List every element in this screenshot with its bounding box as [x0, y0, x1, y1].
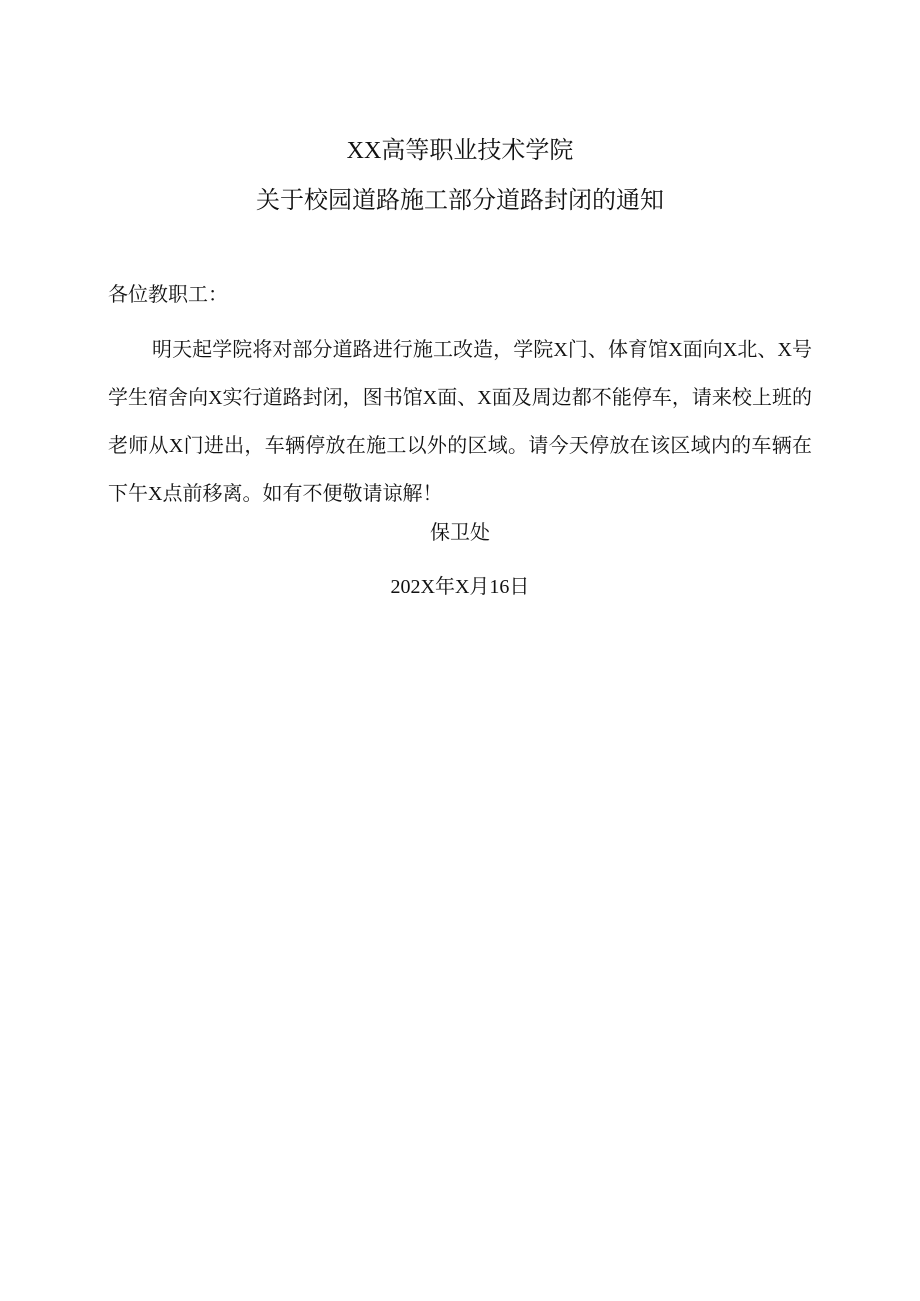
- signature-department: 保卫处: [430, 522, 490, 544]
- document-title-institution: XX高等职业技术学院: [346, 138, 574, 164]
- salutation: 各位教职工：: [108, 284, 228, 306]
- document-title-notice: 关于校园道路施工部分道路封闭的通知: [256, 188, 664, 214]
- notice-body: 明天起学院将对部分道路进行施工改造，学院X门、体育馆X面向X北、X号学生宿舍向X实行道路封闭，图书馆X面、X面及周边都不能停车，请来校上班的老师从X门进出，车辆停放在施工以外的区域。请今天停放在该区域内的车辆在下午X点前移离。如有不便敬请谅解！: [108, 339, 812, 505]
- signature-date: 202X年X月16日: [390, 576, 530, 598]
